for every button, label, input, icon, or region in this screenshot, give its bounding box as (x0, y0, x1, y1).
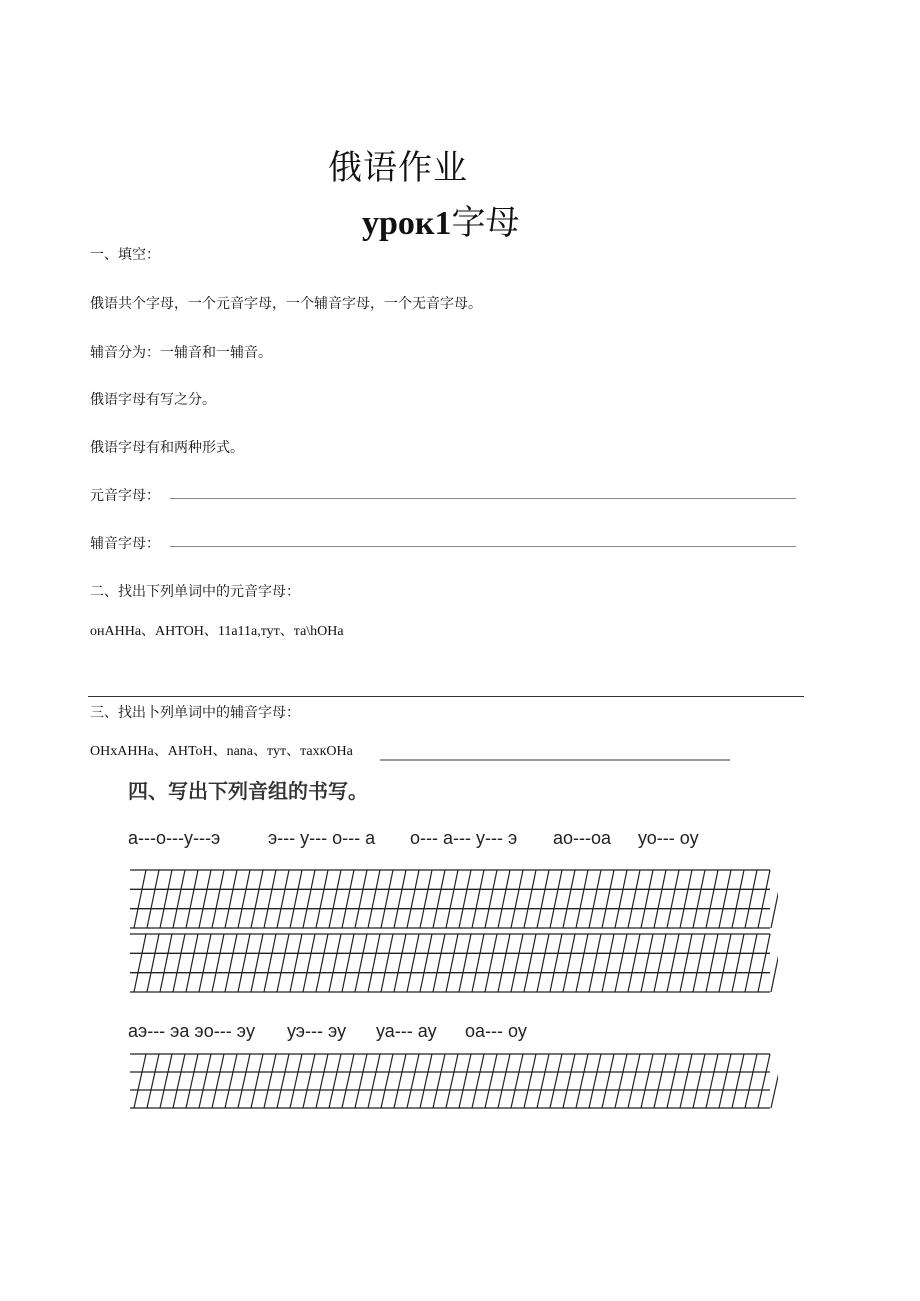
page-title: 俄语作业 (328, 148, 468, 188)
separator-line (88, 696, 804, 697)
group-2-4: оа--- оу (465, 1021, 527, 1041)
subtitle-chinese: 字母 (451, 203, 520, 243)
underline-rule (380, 759, 730, 761)
group-2-3: уа--- ау (376, 1021, 437, 1041)
vowel-label: 元音字母： (90, 488, 160, 504)
fill-line-4: 俄语字母有和两种形式。 (90, 440, 244, 456)
page-subtitle (362, 195, 520, 244)
fill-line-3: 俄语字母有写之分。 (90, 392, 216, 408)
section4-heading: 四、写出下列音组的书写。 (128, 779, 368, 803)
writing-band (130, 1054, 778, 1108)
writing-grid-2[interactable] (128, 1050, 778, 1112)
section3-heading: 三、找出卜列单词中的辅音字母： (90, 705, 300, 721)
subtitle-latin: урок1 (362, 205, 452, 242)
section2-words: онАННа、АНТОН、11а11а,тут、та\hОНа (90, 624, 344, 639)
group-1-1: а---о---у---э (128, 828, 221, 848)
group-1-4: ао---оа (553, 828, 612, 848)
writing-grid-1[interactable] (128, 866, 778, 996)
group-1-2: э--- у--- о--- а (268, 828, 376, 848)
section3-words: ОНхАННа、АНТоН、nana、тут、тахкОНа (90, 744, 353, 759)
consonant-answer-line[interactable] (170, 546, 796, 547)
fill-line-2: 辅音分为：一辅音和一辅音。 (90, 345, 272, 361)
writing-band (130, 870, 778, 928)
fill-line-1: 俄语共个字母，一个元音字母，一个辅音字母，一个无音字母。 (90, 296, 482, 312)
writing-band (130, 934, 778, 992)
group-2-2: уэ--- эу (287, 1021, 347, 1041)
group-1-3: о--- а--- у--- э (410, 828, 518, 848)
group-2-1: аэ--- эа эо--- эу (128, 1021, 255, 1041)
consonant-label: 辅音字母： (90, 536, 160, 552)
section1-heading: 一、填空： (90, 247, 160, 263)
group-1-5: уо--- оу (638, 828, 699, 848)
vowel-answer-line[interactable] (170, 498, 796, 499)
section2-heading: 二、找出下列单词中的元音字母： (90, 584, 300, 600)
